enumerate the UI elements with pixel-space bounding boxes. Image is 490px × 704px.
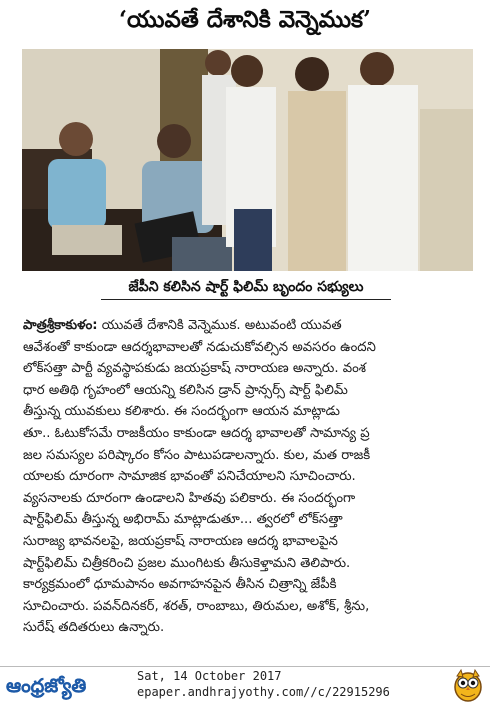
article-line: జల సమస్యల పరిష్కారం కోసం పాటుపడాలన్నారు. కుల, మత రాజకీ: [23, 447, 371, 463]
andhrajyothy-logo[interactable]: ఆంధ్రజ్యోతి: [6, 675, 87, 697]
news-photo: [22, 49, 473, 271]
article-line: వ్యసనాలకు దూరంగా ఉండాలని హితవు పలికారు. ఈ సందర్భంగా: [23, 490, 356, 506]
owl-icon[interactable]: [452, 668, 484, 702]
article-line: యాలకు దూరంగా సామాజిక భావంతో పనిచేయాలని సూచించారు.: [23, 469, 356, 485]
edition-meta: [137, 668, 390, 700]
article-body: [23, 315, 471, 639]
dateline: పాత్రశ్రీకాకుళం:: [23, 318, 98, 333]
article-line: షార్ట్‌ఫిలిమ్ తీస్తున్న అభిరామ్ మాట్లాడుతూ... త్వరలో లోక్‌సత్తా: [23, 512, 343, 528]
article-line: ధార అతిథి గృహంలో ఆయన్ని కలిసిన డ్రాన్ ప్రాన్సర్స్ షార్ట్ ఫిలిమ్: [23, 382, 348, 398]
article-line: పాత్రశ్రీకాకుళం: యువతే దేశానికి వెన్నెముక. అటువంటి యువత: [23, 318, 342, 333]
article-line: ఆవేశంతో కాకుండా ఆదర్శభావాలతో నడుచుకోవల్సిన అవసరం ఉందని: [23, 339, 376, 355]
footer-divider: [0, 666, 490, 667]
article-line: తూ.. ఓటుకోసమే రాజకీయం కాకుండా ఆదర్శ భావాలతో సామాన్య ప్ర: [23, 425, 370, 441]
article-line: సూచించారు. పవన్‌దినకర్, శరత్, రాంబాబు, తిరుమల, అశోక్, శ్రీను,: [23, 598, 370, 614]
headline: ‘యువతే దేశానికి వెన్నెముక’: [118, 6, 372, 33]
article-line: తీస్తున్న యువకులు కలిశారు. ఈ సందర్భంగా ఆయన మాట్లాడు: [23, 404, 340, 420]
article-line: సురేష్ తదితరులు ఉన్నారు.: [23, 620, 165, 636]
article-line: కార్యక్రమంలో ధూమపానం అవగాహనపైన తీసిన చిత్రాన్ని జేపీకి: [23, 577, 337, 593]
edition-date: Sat, 14 October 2017: [137, 669, 282, 683]
article-line: షార్ట్‌ఫిలిమ్ చిత్రీకరించి ప్రజల ముంగిటకు తీసుకెళ్తామని తెలిపారు.: [23, 555, 351, 571]
photo-caption: జేపీని కలిసిన షార్ట్ ఫిలిమ్ బృందం సభ్యులు: [101, 275, 391, 300]
photo-group-meeting-icon: [22, 49, 473, 271]
article-line: లోక్‌సత్తా పార్టీ వ్యవస్థాపకుడు జయప్రకాష్ నారాయణ అన్నారు. వంశ: [23, 361, 367, 377]
article-line: సురాజ్య భావనలపై, జయప్రకాష్ నారాయణ ఆదర్శ భావాలపైన: [23, 533, 338, 549]
epaper-link[interactable]: epaper.andhrajyothy.com//c/22915296: [137, 685, 390, 699]
